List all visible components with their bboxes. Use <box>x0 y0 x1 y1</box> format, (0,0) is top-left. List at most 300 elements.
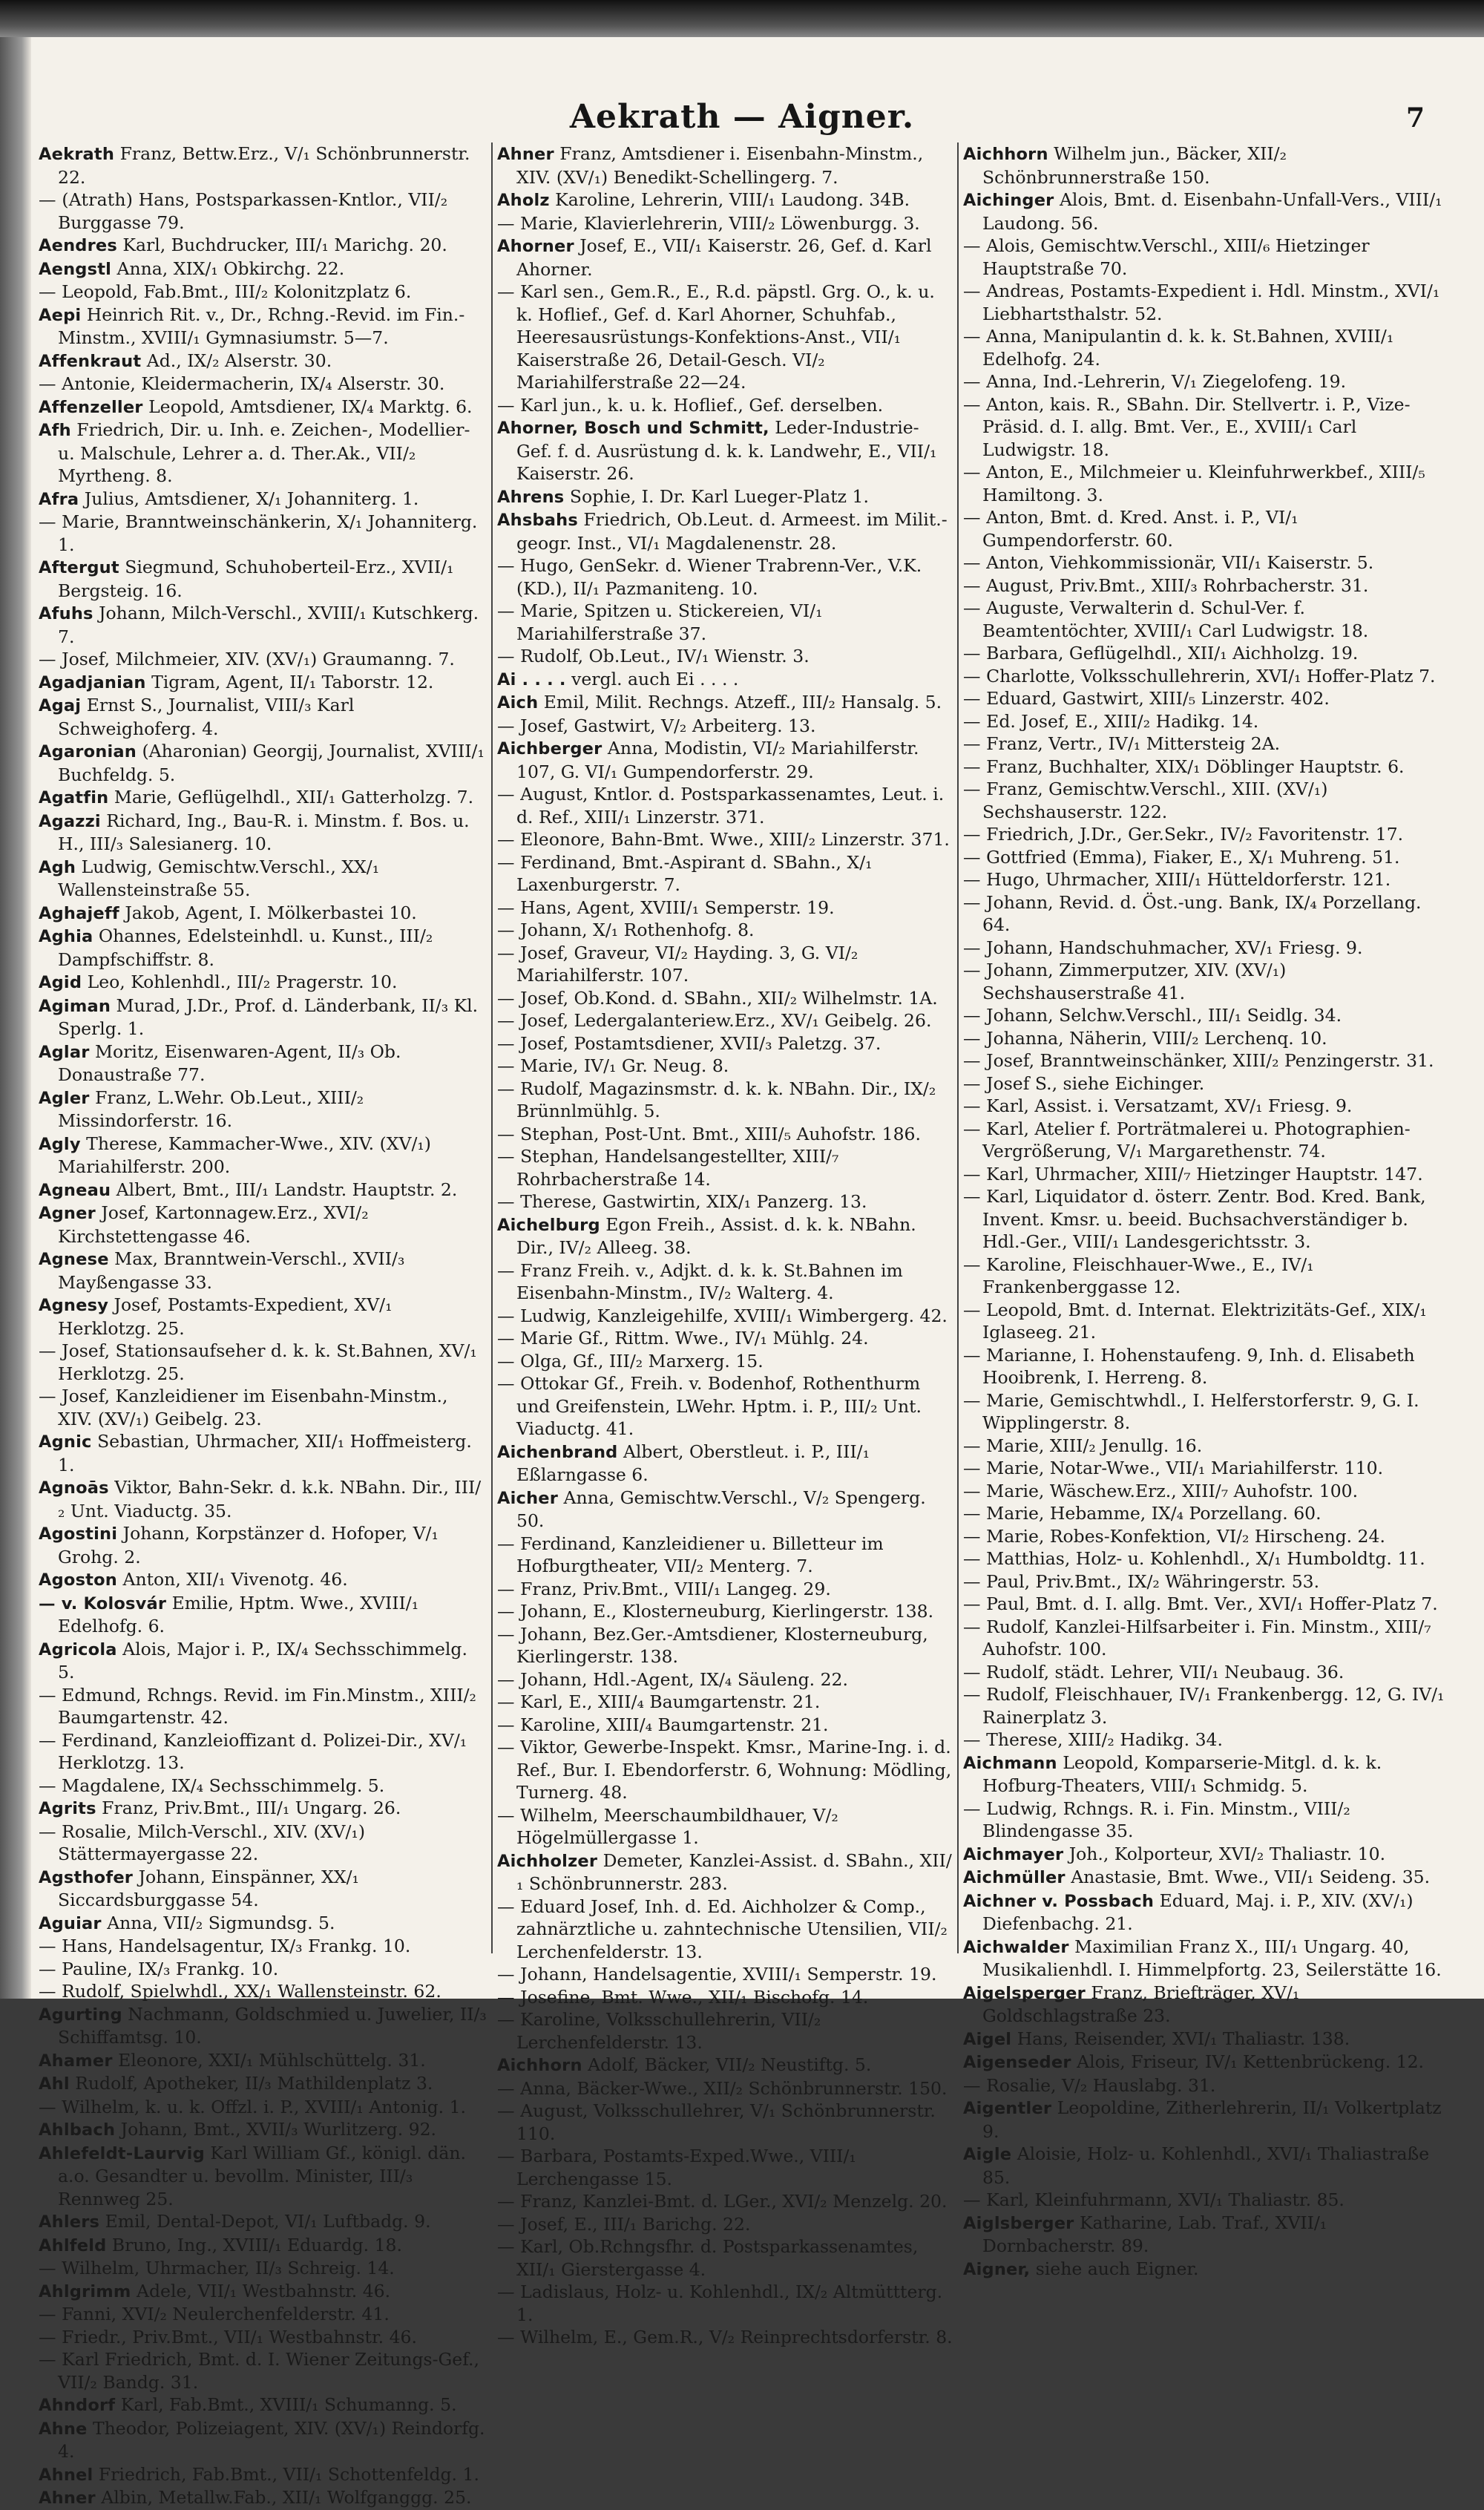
directory-entry <box>39 1133 487 1179</box>
entry-surname: Aigentler <box>963 2099 1052 2118</box>
directory-column-3 <box>963 142 1453 2279</box>
entry-surname: — <box>963 643 981 663</box>
entry-details: Franz, Briefträger, XV/₁ Goldschlagstraße 23. <box>982 1982 1300 2026</box>
entry-details: Josef, Gastwirt, V/₂ Arbeiterg. 13. <box>514 715 816 736</box>
entry-surname: — <box>963 824 981 845</box>
entry-details: Rudolf, Magazinsmstr. d. k. k. NBahn. Dir., IX/₂ Brünnlmühlg. 5. <box>514 1078 936 1121</box>
entry-details: Leder-Industrie-Gef. f. d. Ausrüstung d. k. k. Landwehr, E., VII/₁ Kaiserstr. 26. <box>516 417 937 484</box>
directory-entry <box>497 1804 953 1849</box>
entry-details: August, Kntlor. d. Postsparkassenamtes, Leut. i. d. Ref., XIII/₁ Linzerstr. 371. <box>514 784 945 828</box>
directory-entry <box>963 2074 1453 2097</box>
scan-left-edge <box>0 37 31 1999</box>
entry-details: Eduard, Gastwirt, XIII/₅ Linzerstr. 402. <box>980 688 1330 709</box>
directory-entry <box>963 142 1453 189</box>
entry-details: Rudolf, Apotheker, II/₃ Mathildenplatz 3. <box>69 2073 433 2094</box>
directory-entry <box>963 1547 1453 1570</box>
directory-entry <box>497 2145 953 2190</box>
entry-details: Karl sen., Gem.R., E., R.d. päpstl. Grg. O., k. u. k. Hoflief., Gef. d. Karl Ahorner, Schuhfab., Heeresausrüstungs-Konfektions-Anst., VII/₁ Kaiserstraße 26, Detail-Gesch. VI/₂ Mariahilferstraße 22—24. <box>514 281 935 393</box>
entry-surname: — <box>497 646 515 666</box>
entry-surname: — <box>963 665 981 687</box>
directory-entry <box>497 1009 953 1032</box>
entry-details: Johann, E., Klosterneuburg, Kierlingerstr. 138. <box>514 1601 934 1622</box>
directory-entry <box>39 2096 487 2119</box>
entry-details: Leopold, Komparserie-Mitgl. d. k. k. Hofburg-Theaters, VIII/₁ Schmidg. 5. <box>982 1752 1382 1796</box>
entry-surname: — <box>963 1684 981 1705</box>
entry-surname: Agly <box>39 1134 81 1154</box>
entry-surname: Aichelburg <box>497 1215 600 1235</box>
entry-details: Hans, Reisender, XVI/₁ Thaliastr. 138. <box>1011 2028 1350 2049</box>
entry-details: Julius, Amtsdiener, X/₁ Johanniterg. 1. <box>79 488 419 509</box>
directory-entry <box>963 1752 1453 1798</box>
directory-entry <box>497 1441 953 1487</box>
entry-details: Alois, Bmt. d. Eisenbahn-Unfall-Vers., VIII/₁ Laudong. 56. <box>982 189 1442 234</box>
entry-details: Josef, E., III/₁ Barichg. 22. <box>514 2213 751 2235</box>
entry-surname: Ahner <box>39 2488 96 2508</box>
entry-details: Aloisie, Holz- u. Kohlenhdl., XVI/₁ Thaliastraße 85. <box>982 2143 1430 2188</box>
entry-details: Rudolf, Spielwhdl., XX/₁ Wallensteinstr. 62. <box>56 1981 441 2002</box>
directory-entry <box>497 1327 953 1350</box>
entry-surname: — <box>963 1050 981 1071</box>
directory-entry <box>39 2463 487 2487</box>
entry-surname: — <box>963 1593 981 1614</box>
directory-entry <box>39 1958 487 1981</box>
entry-details: Magdalene, IX/₄ Sechsschimmelg. 5. <box>56 1775 385 1796</box>
directory-entry <box>497 142 953 189</box>
entry-details: Josef, Kartonnagew.Erz., XVI/₂ Kirchstettengasse 46. <box>58 1202 369 1247</box>
entry-details: Viktor, Bahn-Sekr. d. k.k. NBahn. Dir., III/₂ Unt. Viaductg. 35. <box>58 1477 482 1521</box>
entry-surname: Ahrens <box>497 487 565 507</box>
entry-surname: — <box>497 1691 515 1712</box>
entry-surname: Ahorner, Bosch und Schmitt, <box>497 419 769 438</box>
entry-details: Anton, kais. R., SBahn. Dir. Stellvertr. i. P., Vize-Präsid. d. I. allg. Bmt. Ver., E., XVIII/₁ Carl Ludwigstr. 18. <box>980 393 1411 460</box>
directory-entry <box>39 1866 487 1912</box>
directory-entry <box>497 2281 953 2326</box>
entry-details: Johann, Bez.Ger.-Amtsdiener, Klosterneuburg, Kierlingerstr. 138. <box>514 1623 928 1667</box>
directory-entry <box>497 416 953 485</box>
directory-entry <box>497 1190 953 1213</box>
directory-entry <box>963 1616 1453 1661</box>
directory-entry <box>963 1866 1453 1890</box>
entry-surname: Ahne <box>39 2419 88 2439</box>
entry-details: Albert, Oberstleut. i. P., III/₁ Eßlarngasse 6. <box>516 1441 870 1485</box>
entry-details: Leopold, Fab.Bmt., III/₂ Kolonitzplatz 6. <box>56 281 412 302</box>
directory-entry <box>963 959 1453 1004</box>
entry-details: Alois, Major i. P., IX/₄ Sechsschimmelg. 5. <box>58 1638 467 1682</box>
entry-surname: Agneau <box>39 1180 111 1200</box>
entry-surname: — <box>963 574 981 596</box>
directory-entry <box>39 1248 487 1294</box>
directory-entry <box>39 740 487 786</box>
entry-details: Eduard, Maj. i. P., XIV. (XV/₁) Diefenbachg. 21. <box>982 1890 1414 1934</box>
directory-entry <box>963 551 1453 574</box>
directory-entry <box>39 995 487 1041</box>
directory-entry <box>963 1389 1453 1435</box>
entry-surname: — <box>963 1458 981 1478</box>
directory-entry <box>497 691 953 715</box>
entry-details: Rudolf, Kanzlei-Hilfsarbeiter i. Fin. Minstm., XIII/₇ Auhofstr. 100. <box>980 1616 1431 1659</box>
entry-surname: — <box>963 1254 981 1275</box>
entry-surname: Aiglsberger <box>963 2213 1074 2233</box>
directory-entry <box>497 2054 953 2077</box>
entry-details: Johann, Zimmerputzer, XIV. (XV/₁) Sechshauserstraße 41. <box>980 960 1287 1003</box>
directory-entry <box>497 1305 953 1328</box>
entry-surname: — <box>497 1623 515 1645</box>
entry-surname: Agricola <box>39 1639 117 1659</box>
entry-details: Ferdinand, Kanzleioffizant d. Polizei-Dir., XV/₁ Herklotzg. 13. <box>56 1729 467 1773</box>
directory-entry <box>39 1430 487 1476</box>
directory-entry <box>39 2348 487 2393</box>
directory-entry <box>39 419 487 488</box>
entry-details: Rudolf, Ob.Leut., IV/₁ Wienstr. 3. <box>514 646 810 666</box>
directory-entry <box>963 710 1453 733</box>
directory-entry <box>39 1568 487 1592</box>
entry-surname: — <box>497 1350 515 1372</box>
entry-details: Eduard Josef, Inh. d. Ed. Aichholzer & Comp., zahnärztliche u. zahntechnische Utensilien, VII/₂ Lerchenfelderstr. 13. <box>514 1895 948 1962</box>
entry-details: Johann, Milch-Verschl., XVIII/₁ Kutschkerg. 7. <box>58 603 479 647</box>
entry-surname: Aichenbrand <box>497 1442 618 1462</box>
directory-entry <box>963 1798 1453 1843</box>
entry-surname: — <box>39 1386 56 1406</box>
entry-surname: — <box>39 1936 56 1956</box>
directory-entry <box>497 212 953 235</box>
directory-entry <box>963 2028 1453 2051</box>
entry-details: Karoline, Volksschullehrerin, VII/₂ Lerchenfelderstr. 13. <box>514 2009 821 2053</box>
entry-surname: — <box>963 1798 981 1819</box>
directory-entry <box>963 1890 1453 1936</box>
entry-details: Karl, Kleinfuhrmann, XVI/₁ Thaliastr. 85. <box>980 2189 1345 2210</box>
entry-details: Ad., IX/₂ Alserstr. 30. <box>141 350 332 371</box>
directory-entry <box>963 189 1453 235</box>
directory-entry <box>39 1340 487 1385</box>
entry-details: Franz, Bettw.Erz., V/₁ Schönbrunnerstr. 22. <box>58 143 470 188</box>
entry-surname: — <box>497 1986 515 2008</box>
entry-surname: — <box>497 715 515 736</box>
entry-surname: — <box>963 688 981 709</box>
entry-details: Stephan, Handelsangestellter, XIII/₇ Rohrbacherstraße 14. <box>514 1146 839 1190</box>
entry-surname: — <box>963 2189 981 2210</box>
entry-surname: Agnic <box>39 1432 92 1452</box>
entry-surname: — <box>39 281 56 302</box>
directory-entry <box>963 2097 1453 2143</box>
directory-entry <box>963 461 1453 506</box>
entry-surname: — <box>497 1714 515 1735</box>
entry-surname: Ahamer <box>39 2051 113 2071</box>
entry-details: Karl, Atelier f. Porträtmalerei u. Photographien-Vergrößerung, V/₁ Margarethenstr. 74. <box>980 1118 1411 1161</box>
entry-surname: Aekrath <box>39 145 115 164</box>
entry-surname: — <box>963 597 981 618</box>
entry-surname: Ahlgrimm <box>39 2281 131 2301</box>
entry-details: Johann, X/₁ Rothenhofg. 8. <box>514 920 755 940</box>
directory-entry <box>963 1683 1453 1729</box>
entry-details: Hugo, Uhrmacher, XIII/₁ Hütteldorferstr. 121. <box>980 869 1391 890</box>
entry-surname: Aghia <box>39 927 93 946</box>
entry-details: Marianne, I. Hohenstaufeng. 9, Inh. d. Elisabeth Hooibrenk, I. Herreng. 8. <box>980 1344 1415 1388</box>
directory-entry <box>39 1935 487 1958</box>
entry-surname: — <box>963 1525 981 1547</box>
entry-surname: Ahlfeld <box>39 2235 107 2255</box>
directory-entry <box>963 2051 1453 2074</box>
directory-entry <box>963 1457 1453 1480</box>
entry-details: Friedrich, J.Dr., Ger.Sekr., IV/₂ Favoritenstr. 17. <box>980 824 1404 845</box>
entry-surname: — (Atrath) <box>39 189 134 210</box>
entry-surname: Ahl <box>39 2074 70 2094</box>
entry-surname: — <box>39 2326 56 2347</box>
directory-entry <box>963 2189 1453 2212</box>
directory-entry <box>963 370 1453 393</box>
entry-details: Leo, Kohlenhdl., III/₂ Pragerstr. 10. <box>82 971 398 992</box>
directory-entry <box>963 1729 1453 1752</box>
column-divider <box>491 142 493 1953</box>
entry-surname: Aichmüller <box>963 1868 1066 1887</box>
entry-surname: — <box>963 1389 981 1411</box>
entry-details: (Aharonian) Georgij, Journalist, XVIII/₁ Buchfeldg. 5. <box>58 741 485 785</box>
entry-surname: — <box>39 373 56 394</box>
directory-entry <box>39 1729 487 1775</box>
entry-details: Andreas, Postamts-Expedient i. Hdl. Minstm., XVI/₁ Liebhartsthalstr. 52. <box>980 281 1440 324</box>
entry-surname: — <box>497 1305 515 1326</box>
directory-entry <box>963 1095 1453 1118</box>
directory-entry <box>963 280 1453 325</box>
entry-surname: — <box>497 851 515 873</box>
directory-entry <box>963 1254 1453 1299</box>
directory-entry <box>497 1963 953 1986</box>
entry-details: Emil, Dental-Depot, VI/₁ Luftbadg. 9. <box>99 2211 431 2232</box>
entry-surname: Agnoās <box>39 1478 109 1498</box>
entry-surname: — <box>497 1737 515 1757</box>
entry-surname: — <box>963 371 981 392</box>
directory-entry <box>497 1350 953 1373</box>
directory-entry <box>39 602 487 648</box>
entry-surname: Aigenseder <box>963 2053 1071 2072</box>
entry-details: Fanni, XVI/₂ Neulerchenfelderstr. 41. <box>56 2304 390 2324</box>
entry-details: Charlotte, Volksschullehrerin, XVI/₁ Hoffer-Platz 7. <box>980 665 1436 687</box>
directory-entry <box>963 778 1453 823</box>
directory-entry <box>39 648 487 671</box>
entry-surname: — <box>497 1010 515 1031</box>
entry-details: Eleonore, Bahn-Bmt. Wwe., XIII/₂ Linzerstr. 371. <box>514 829 950 850</box>
directory-entry <box>39 2393 487 2417</box>
entry-surname: Agostini <box>39 1524 118 1544</box>
entry-details: Ludwig, Kanzleigehilfe, XVIII/₁ Wimbergerg. 42. <box>514 1305 948 1326</box>
entry-surname: Afh <box>39 421 71 440</box>
entry-details: Adolf, Bäcker, VII/₂ Neustiftg. 5. <box>582 2054 872 2075</box>
directory-entry <box>497 1714 953 1737</box>
directory-entry <box>497 235 953 281</box>
directory-entry <box>39 2257 487 2280</box>
entry-details: Anastasie, Bmt. Wwe., VII/₁ Seideng. 35. <box>1065 1867 1431 1887</box>
entry-surname: — <box>39 2258 56 2278</box>
entry-details: Maximilian Franz X., III/₁ Ungarg. 40, Musikalienhdl. I. Himmelpfortg. 23, Seilerstätte 16. <box>982 1936 1442 1980</box>
entry-surname: Affenzeller <box>39 397 143 417</box>
entry-details: Wilhelm, Uhrmacher, II/₃ Schreig. 14. <box>56 2258 395 2278</box>
entry-details: Ottokar Gf., Freih. v. Bodenhof, Rothenthurm und Greifenstein, LWehr. Hptm. i. P., III/₂ Unt. Viaductg. 41. <box>514 1373 922 1439</box>
entry-details: Anna, Gemischtw.Verschl., V/₂ Spengerg. 50. <box>516 1487 926 1531</box>
entry-surname: — <box>497 1328 515 1349</box>
column-divider <box>957 142 959 1953</box>
entry-surname: Agoston <box>39 1570 118 1590</box>
entry-surname: — <box>963 1616 981 1637</box>
directory-entry <box>963 2143 1453 2189</box>
entry-details: Marie, IV/₁ Gr. Neug. 8. <box>514 1055 729 1076</box>
entry-details: Max, Branntwein-Verschl., XVII/₃ Mayßengasse 33. <box>58 1248 405 1293</box>
directory-entry <box>963 665 1453 688</box>
entry-details: Viktor, Gewerbe-Inspekt. Kmsr., Marine-Ing. i. d. Ref., Bur. I. Ebendorferstr. 6, Wohnung: Mödling, Turnerg. 48. <box>514 1737 952 1803</box>
directory-entry <box>963 756 1453 779</box>
directory-entry <box>963 1027 1453 1050</box>
directory-entry <box>39 142 487 189</box>
entry-details: Friedrich, Ob.Leut. d. Armeest. im Milit.-geogr. Inst., VI/₁ Magdalenenstr. 28. <box>516 509 948 554</box>
entry-details: Alois, Gemischtw.Verschl., XIII/₆ Hietzinger Hauptstraße 70. <box>980 235 1370 279</box>
entry-details: vergl. auch Ei . . . . <box>565 668 739 689</box>
directory-entry <box>497 1986 953 2009</box>
entry-details: Emil, Milit. Rechngs. Atzeff., III/₂ Hansalg. 5. <box>538 692 942 712</box>
entry-surname: Aigelsperger <box>963 1983 1086 2003</box>
entry-details: Joh., Kolporteur, XVI/₂ Thaliastr. 10. <box>1063 1843 1386 1864</box>
directory-entry <box>963 937 1453 960</box>
entry-surname: Agurting <box>39 2005 122 2025</box>
entry-surname: — <box>497 1078 515 1099</box>
entry-surname: Agid <box>39 973 82 992</box>
entry-surname: — <box>497 2191 515 2212</box>
directory-entry <box>497 1668 953 1691</box>
directory-entry <box>497 281 953 394</box>
entry-details: Marie, Spitzen u. Stickereien, VI/₁ Mariahilferstraße 37. <box>514 600 823 644</box>
directory-entry <box>497 668 953 692</box>
entry-details: Franz, Amtsdiener i. Eisenbahn-Minstm., XIV. (XV/₁) Benedikt-Schellingerg. 7. <box>516 143 924 188</box>
entry-surname: — <box>497 2281 515 2302</box>
directory-entry <box>963 891 1453 937</box>
directory-entry <box>963 1118 1453 1163</box>
entry-details: Ed. Josef, E., XIII/₂ Hadikg. 14. <box>980 710 1259 732</box>
entry-details: Anna, Manipulantin d. k. k. St.Bahnen, XVIII/₁ Edelhofg. 24. <box>980 326 1394 370</box>
directory-entry <box>39 2417 487 2463</box>
entry-details: Wilhelm, E., Gem.R., V/₂ Reinprechtsdorferstr. 8. <box>514 2327 953 2347</box>
entry-details: Edmund, Rchngs. Revid. im Fin.Minstm., XIII/₂ Baumgartenstr. 42. <box>56 1684 476 1728</box>
directory-entry <box>39 1041 487 1087</box>
directory-entry <box>963 2212 1453 2258</box>
entry-surname: — <box>963 462 981 482</box>
entry-surname: — <box>39 649 56 669</box>
directory-entry <box>963 1344 1453 1389</box>
entry-surname: — <box>39 1821 56 1842</box>
entry-details: Leopoldine, Zitherlehrerin, II/₁ Volkertplatz 9. <box>982 2097 1442 2142</box>
entry-surname: Agadjanian <box>39 672 146 692</box>
entry-details: Sebastian, Uhrmacher, XII/₁ Hoffmeisterg. 1. <box>58 1431 472 1475</box>
entry-surname: Ai . . . . <box>497 669 566 689</box>
directory-entry <box>963 1570 1453 1593</box>
directory-entry <box>497 1533 953 1578</box>
directory-entry <box>39 396 487 419</box>
entry-details: Johann, Handelsagentie, XVIII/₁ Semperstr. 19. <box>514 1964 937 1985</box>
entry-details: Josef, Stationsaufseher d. k. k. St.Bahnen, XV/₁ Herklotzg. 25. <box>56 1340 477 1384</box>
entry-surname: Aichinger <box>963 191 1054 210</box>
entry-details: Auguste, Verwalterin d. Schul-Ver. f. Beamtentöchter, XVIII/₁ Carl Ludwigstr. 18. <box>980 597 1369 641</box>
entry-surname: Agaronian <box>39 742 137 761</box>
directory-entry <box>39 304 487 350</box>
entry-details: Demeter, Kanzlei-Assist. d. SBahn., XII/₁ Schönbrunnerstr. 283. <box>516 1849 952 1894</box>
directory-entry <box>39 810 487 856</box>
directory-entry <box>497 737 953 783</box>
entry-details: August, Volksschullehrer, V/₁ Schönbrunnerstr. 110. <box>514 2100 936 2144</box>
entry-details: Josef S., siehe Eichinger. <box>980 1072 1205 1094</box>
entry-details: Barbara, Geflügelhdl., XII/₁ Aichholzg. 19. <box>980 643 1359 663</box>
entry-surname: — <box>497 1032 515 1054</box>
entry-surname: — <box>497 1964 515 1985</box>
directory-entry <box>963 1004 1453 1027</box>
entry-details: Antonie, Kleidermacherin, IX/₄ Alserstr. 30. <box>56 373 445 394</box>
entry-details: Anna, Modistin, VI/₂ Mariahilferstr. 107, G. VI/₁ Gumpendorferstr. 29. <box>516 738 919 782</box>
entry-surname: — <box>497 2327 515 2347</box>
entry-surname: Ahlbach <box>39 2120 116 2140</box>
entry-surname: — <box>963 235 981 256</box>
entry-surname: — <box>497 1578 515 1599</box>
directory-entry <box>39 925 487 971</box>
directory-entry <box>497 600 953 645</box>
directory-entry <box>963 1049 1453 1072</box>
directory-entry <box>39 2072 487 2096</box>
directory-entry <box>963 868 1453 891</box>
directory-entry <box>497 2213 953 2236</box>
directory-entry <box>497 1213 953 1259</box>
directory-entry <box>497 1487 953 1533</box>
directory-entry <box>39 2003 487 2049</box>
entry-details: Emilie, Hptm. Wwe., XVIII/₁ Edelhofg. 6. <box>58 1592 419 1636</box>
entry-surname: — <box>497 394 515 416</box>
entry-surname: — <box>497 2100 515 2121</box>
entry-details: Anton, XII/₁ Vivenotg. 46. <box>117 1569 348 1590</box>
entry-details: Karl William Gf., königl. dän. a.o. Gesandter u. bevollm. Minister, III/₃ Rennweg 25. <box>58 2142 466 2209</box>
entry-details: Franz, L.Wehr. Ob.Leut., XIII/₂ Missindorferstr. 16. <box>58 1087 364 1131</box>
entry-surname: — <box>963 937 981 958</box>
directory-entry <box>39 258 487 281</box>
directory-entry <box>497 2008 953 2054</box>
directory-entry <box>497 554 953 600</box>
entry-surname: — <box>963 1186 981 1207</box>
directory-entry <box>963 1185 1453 1254</box>
entry-details: Karoline, Lehrerin, VIII/₁ Laudong. 34B. <box>549 189 910 210</box>
entry-surname: Aichmann <box>963 1753 1057 1773</box>
directory-entry <box>497 1691 953 1714</box>
entry-details: Karl, Assist. i. Versatzamt, XV/₁ Friesg. 9. <box>980 1095 1353 1116</box>
entry-surname: — <box>497 1668 515 1690</box>
directory-entry <box>497 485 953 509</box>
entry-details: Paul, Bmt. d. I. allg. Bmt. Ver., XVI/₁ Hoffer-Platz 7. <box>980 1593 1438 1614</box>
entry-surname: — <box>497 1146 515 1167</box>
entry-details: Ludwig, Gemischtw.Verschl., XX/₁ Wallensteinstraße 55. <box>58 856 380 900</box>
entry-details: Franz, Gemischtw.Verschl., XIII. (XV/₁) Sechshauserstr. 122. <box>980 779 1328 822</box>
entry-surname: — <box>963 2074 981 2096</box>
entry-details: Johanna, Näherin, VIII/₂ Lerchenq. 10. <box>980 1027 1327 1049</box>
entry-details: August, Priv.Bmt., XIII/₃ Rohrbacherstr. 31. <box>980 574 1369 596</box>
entry-details: Rudolf, städt. Lehrer, VII/₁ Neubaug. 36. <box>980 1661 1345 1682</box>
directory-entry <box>39 1912 487 1936</box>
entry-surname: Aichberger <box>497 739 603 758</box>
directory-entry <box>39 902 487 925</box>
entry-details: Rudolf, Fleischhauer, IV/₁ Frankenbergg. 12, G. IV/₁ Rainerplatz 3. <box>980 1684 1445 1728</box>
entry-details: siehe auch Eigner. <box>1030 2258 1199 2279</box>
entry-details: Murad, J.Dr., Prof. d. Länderbank, II/₃ Kl. Sperlg. 1. <box>58 995 479 1039</box>
entry-surname: Afuhs <box>39 604 93 623</box>
entry-details: Sophie, I. Dr. Karl Lueger-Platz 1. <box>564 485 869 507</box>
entry-surname: Ahndorf <box>39 2396 116 2415</box>
entry-details: Ferdinand, Kanzleidiener u. Billetteur im Hofburgtheater, VII/₂ Menterg. 7. <box>514 1533 884 1576</box>
entry-details: Jakob, Agent, I. Mölkerbastei 10. <box>119 902 417 923</box>
entry-surname: Aigle <box>963 2145 1012 2164</box>
entry-details: Leopold, Bmt. d. Internat. Elektrizitäts-Gef., XIX/₁ Iglaseeg. 21. <box>980 1299 1427 1343</box>
entry-surname: Aengstl <box>39 259 112 279</box>
directory-entry <box>963 506 1453 551</box>
directory-entry <box>963 1661 1453 1684</box>
